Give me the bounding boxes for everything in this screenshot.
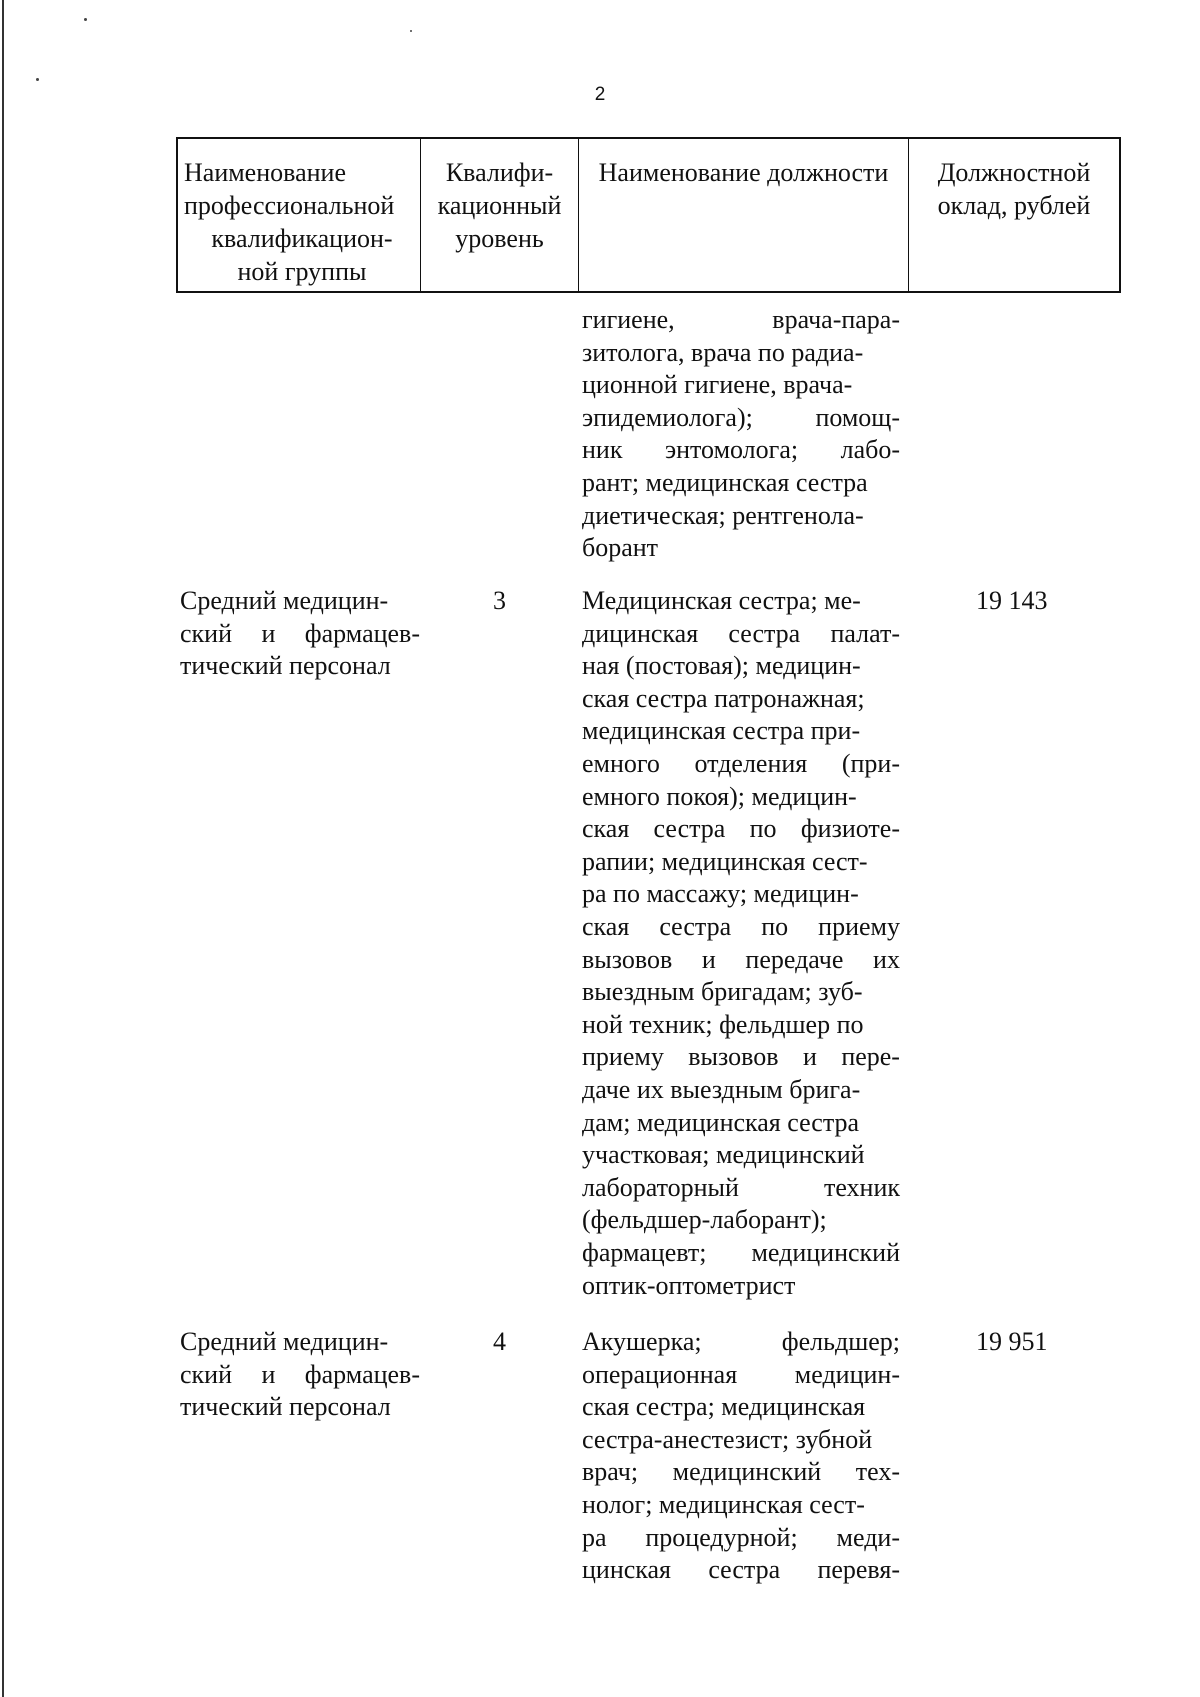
word: фельдшер; (781, 1327, 900, 1356)
scan-speck (84, 18, 87, 21)
level-value: 3 (493, 586, 506, 615)
position-line: ная (постовая); медицин- (582, 651, 861, 681)
group-line (180, 617, 420, 650)
scan-speck (410, 30, 412, 32)
position-line (582, 910, 900, 943)
word: ский (180, 618, 232, 648)
word: фармацев- (304, 1359, 420, 1389)
position-line: Медицинская сестра; ме- (582, 586, 861, 615)
word: пере- (841, 1042, 900, 1072)
scan-speck (36, 78, 39, 81)
position-line (582, 1521, 900, 1554)
position-line: ной техник; фельдшер по (582, 1009, 864, 1039)
word: лабораторный (582, 1172, 739, 1202)
salary-value: 19 951 (976, 1327, 1048, 1356)
position-line: борант (582, 533, 659, 563)
group-line: Средний медицин- (180, 1327, 389, 1356)
position-line: рапии; медицинская сест- (582, 846, 868, 876)
word: энтомолога; (664, 435, 799, 465)
word: меди- (836, 1522, 900, 1552)
position-line: ская сестра патронажная; (582, 683, 865, 713)
word: врача-пара- (772, 305, 900, 334)
header-line: квалификацион- (211, 224, 393, 253)
word: врач; (582, 1457, 639, 1487)
position-line: участковая; медицинский (582, 1140, 865, 1170)
word: приему (582, 1042, 664, 1072)
word: сестра (653, 814, 726, 844)
position-line: ционной гигиене, врача- (582, 370, 853, 400)
word: их (873, 944, 900, 974)
header-salary (909, 139, 1119, 291)
word: медицин- (794, 1359, 900, 1389)
position-line: рант; медицинская сестра (582, 468, 868, 497)
word: медицинский (751, 1238, 900, 1267)
position-line: емного покоя); медицин- (582, 781, 857, 811)
position-line (582, 303, 900, 336)
group-line: тический персонал (180, 1392, 391, 1422)
position-line: ская сестра; медицинская (582, 1392, 866, 1422)
position-line: медицинская сестра при- (582, 716, 861, 746)
word: помощ- (815, 402, 900, 432)
group-line: Средний медицин- (180, 586, 389, 615)
position-line: (фельдшер-лаборант); (582, 1205, 827, 1235)
word: передаче (745, 944, 844, 974)
position-line (582, 401, 900, 434)
word: техник (823, 1172, 900, 1202)
word: лабо- (840, 435, 900, 465)
word: емного (582, 749, 660, 778)
word: сестра (659, 912, 732, 941)
position-line: нолог; медицинская сест- (582, 1490, 865, 1519)
header-line: профессиональной (184, 191, 395, 220)
page-number: 2 (594, 84, 606, 105)
word: Акушерка; (582, 1327, 702, 1356)
word: гигиене, (582, 305, 675, 334)
header-line: уровень (455, 224, 544, 253)
position-line (582, 1236, 900, 1269)
position-line (582, 1553, 900, 1586)
position-line: сестра-анестезист; зубной (582, 1424, 873, 1454)
word: и (802, 1042, 817, 1072)
word: ская (582, 814, 630, 844)
position-line: выездным бригадам; зуб- (582, 977, 863, 1007)
position-line: оптик-оптометрист (582, 1270, 796, 1300)
group-line (180, 1358, 420, 1391)
position-line: дам; медицинская сестра (582, 1107, 860, 1137)
word: фармацев- (304, 618, 420, 648)
table-header (176, 137, 1121, 293)
position-line (582, 1040, 900, 1073)
word: физиоте- (800, 814, 900, 844)
position-line (582, 1455, 900, 1488)
header-line: Квалифи- (445, 158, 554, 187)
header-group-name (178, 139, 421, 291)
word: эпидемиолога); (582, 402, 753, 432)
word: по (749, 814, 777, 844)
position-line: диетическая; рентгенола- (582, 500, 864, 530)
word: (при- (841, 749, 900, 778)
header-line: ной группы (237, 257, 367, 286)
header-line: Должностной (937, 158, 1091, 187)
position-line (582, 812, 900, 845)
group-line: тический персонал (180, 651, 391, 681)
word: цинская (582, 1555, 672, 1585)
word: сестра (708, 1555, 781, 1585)
level-value: 4 (493, 1327, 506, 1356)
word: операционная (582, 1359, 738, 1389)
header-line: оклад, рублей (937, 191, 1091, 220)
header-line: Наименование должности (598, 158, 889, 187)
position-line (582, 943, 900, 976)
position-line (582, 1358, 900, 1391)
position-line (582, 1325, 900, 1358)
position-line (582, 747, 900, 780)
page-left-edge (2, 0, 4, 1697)
word: вызовов (688, 1042, 779, 1072)
position-line (582, 617, 900, 650)
word: отделения (694, 749, 808, 778)
word: и (261, 1359, 276, 1389)
word: перевя- (817, 1555, 900, 1585)
word: ра (582, 1522, 607, 1552)
salary-value: 19 143 (976, 586, 1048, 615)
word: и (261, 618, 276, 648)
position-line: ра по массажу; медицин- (582, 879, 859, 909)
header-line: Наименование (184, 158, 346, 187)
word: ская (582, 912, 630, 941)
word: ник (582, 435, 623, 465)
word: процедурной; (645, 1522, 798, 1552)
word: медицинский (672, 1457, 822, 1487)
word: сестра (728, 618, 801, 648)
word: вызовов (582, 944, 673, 974)
word: фармацевт; (582, 1238, 707, 1267)
word: ский (180, 1359, 232, 1389)
word: тех- (855, 1457, 900, 1487)
position-line (582, 433, 900, 466)
position-line: зитолога, врача по радиа- (582, 337, 864, 367)
word: дицинская (582, 618, 699, 648)
word: по (761, 912, 789, 941)
word: приему (818, 912, 900, 941)
header-position-name (579, 139, 909, 291)
position-line: даче их выездным брига- (582, 1075, 861, 1104)
position-line (582, 1171, 900, 1204)
word: палат- (830, 618, 900, 648)
word: и (701, 944, 716, 974)
header-line: кационный (437, 191, 562, 220)
header-level (421, 139, 579, 291)
